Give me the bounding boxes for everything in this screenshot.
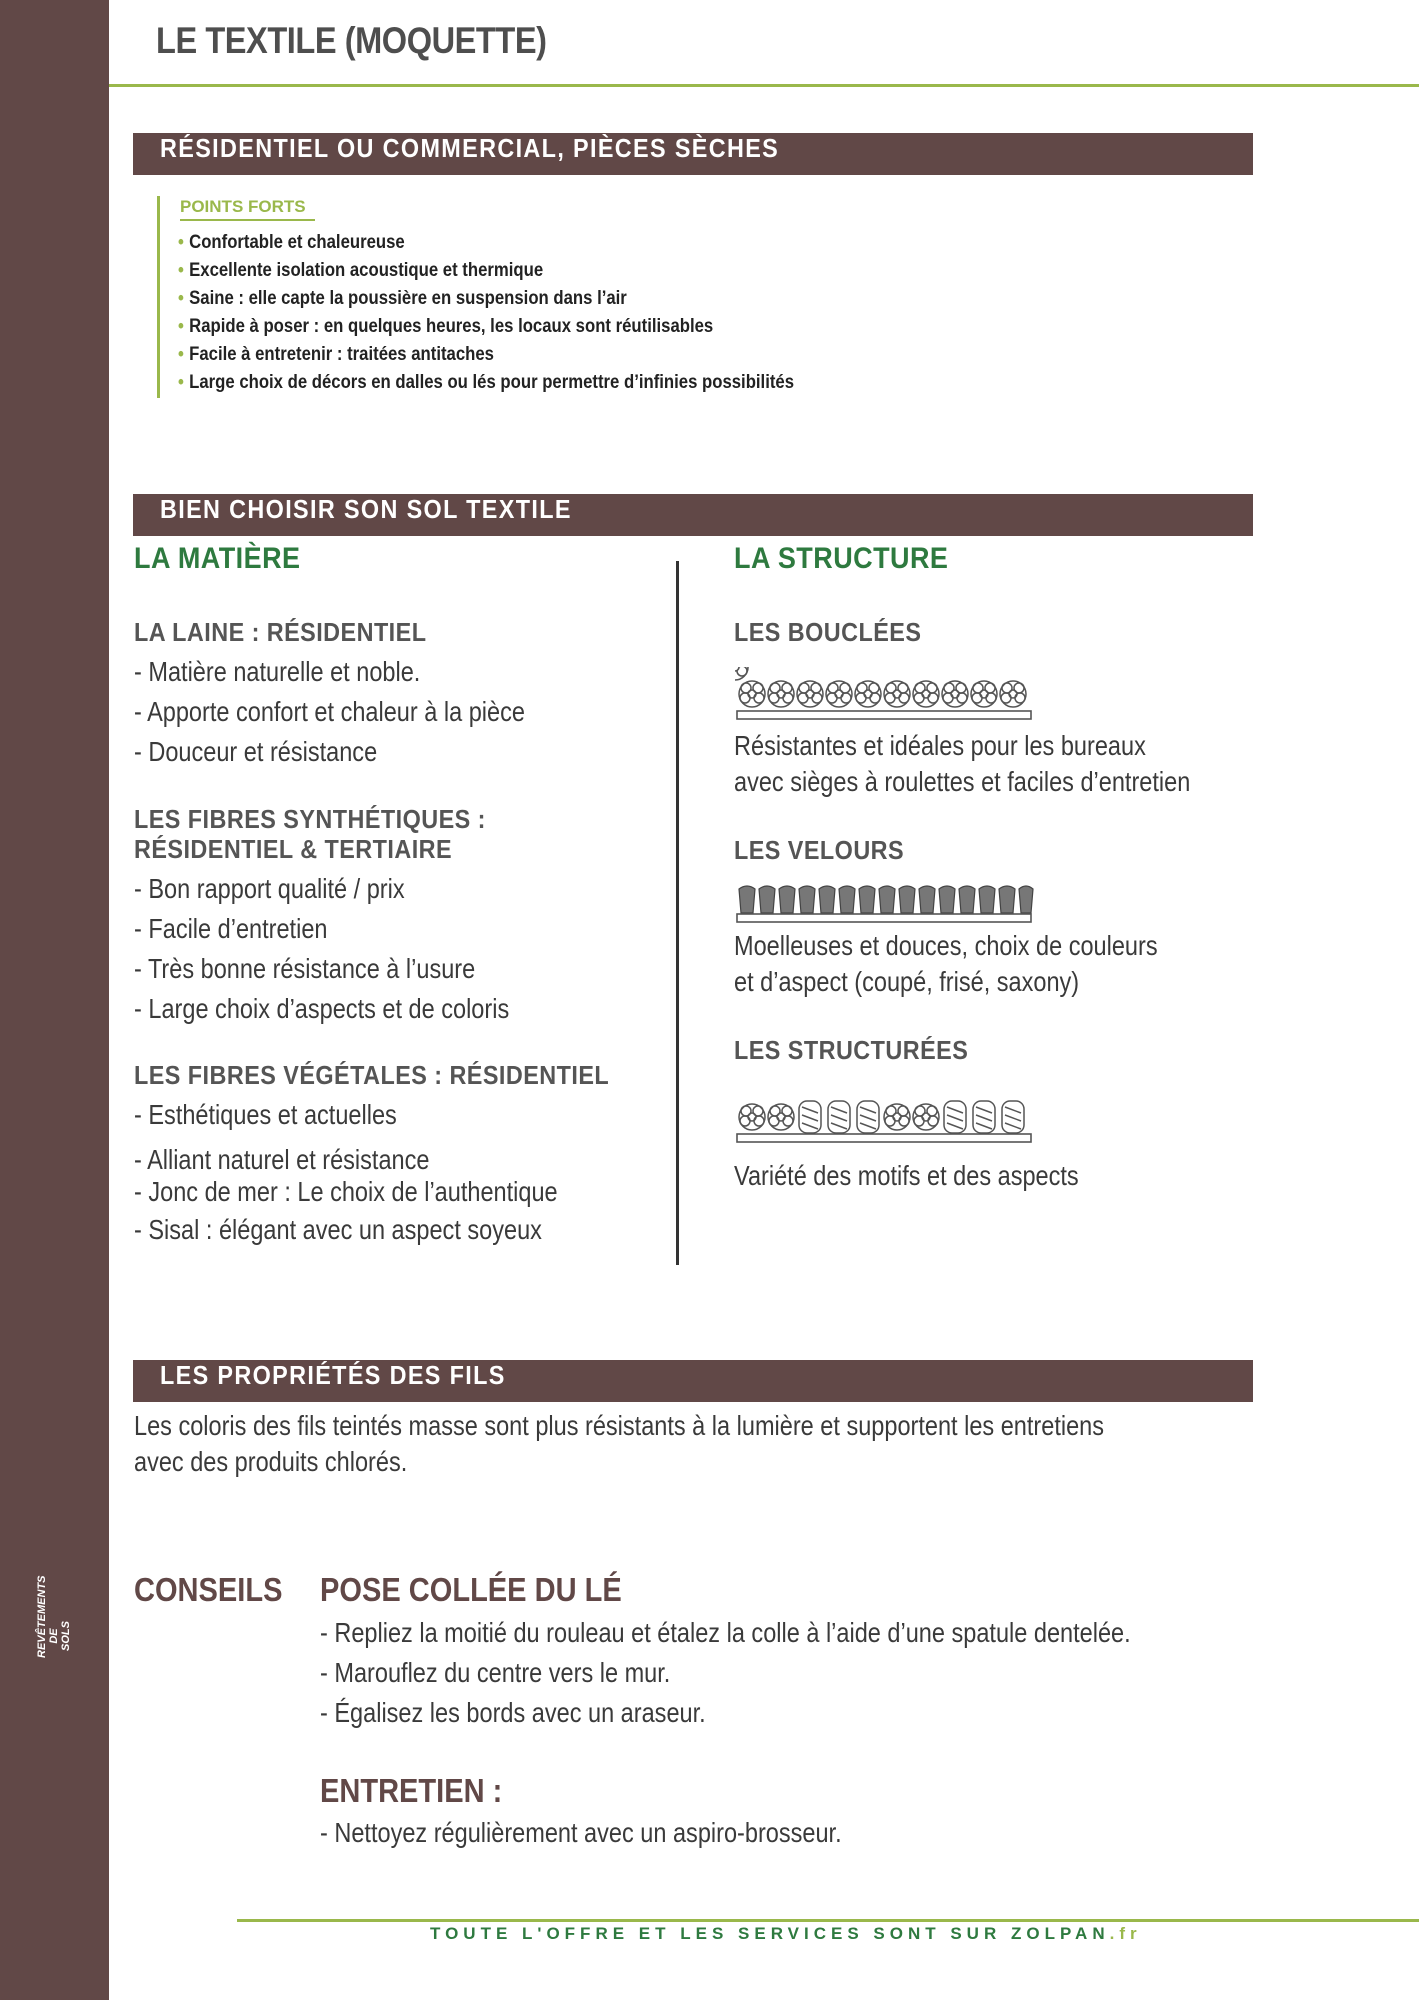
vegetales-list-2: [134, 1144, 638, 1252]
list-item: - Très bonne résistance à l’usure: [134, 953, 476, 984]
list-item: - Marouflez du centre vers le mur.: [320, 1657, 671, 1688]
page-title: LE TEXTILE (MOQUETTE): [156, 20, 547, 61]
list-item: - Douceur et résistance: [134, 736, 378, 767]
laine-heading: LA LAINE : RÉSIDENTIEL: [134, 617, 427, 647]
list-item: - Égalisez les bords avec un araseur.: [320, 1697, 706, 1728]
list-item: • Large choix de décors en dalles ou lés pour permettre d’infinies possibilités: [178, 369, 794, 397]
list-item: • Rapide à poser : en quelques heures, les locaux sont réutilisables: [178, 313, 794, 341]
pose-heading: POSE COLLÉE DU LÉ: [320, 1571, 622, 1608]
pose-list: [320, 1613, 1285, 1733]
list-item: - Matière naturelle et noble.: [134, 656, 421, 687]
list-item: • Facile à entretenir : traitées antitaches: [178, 341, 794, 369]
velours-heading: LES VELOURS: [734, 835, 905, 865]
section-band-proprietes: LES PROPRIÉTÉS DES FILS: [133, 1360, 1253, 1402]
points-forts-label: POINTS FORTS: [180, 197, 306, 216]
vegetales-list-1: [134, 1095, 447, 1135]
title-rule: [109, 84, 1419, 87]
bouclees-description: Résistantes et idéales pour les bureaux avec sièges à roulettes et faciles d’entretien: [734, 730, 1191, 797]
structured-pile-swatch-icon: [735, 1090, 1035, 1150]
sidebar: [0, 0, 109, 2000]
footer-text: TOUTE L'OFFRE ET LES SERVICES SONT SUR ZOLPAN.fr: [430, 1924, 1142, 1943]
points-forts-list: [178, 229, 878, 397]
points-forts-underline: [180, 219, 315, 221]
list-item: - Sisal : élégant avec un aspect soyeux: [134, 1214, 542, 1245]
list-item: - Esthétiques et actuelles: [134, 1099, 397, 1130]
section-band-residentiel: RÉSIDENTIEL OU COMMERCIAL, PIÈCES SÈCHES: [133, 133, 1253, 175]
loop-pile-swatch-icon: [735, 667, 1035, 727]
column-divider: [676, 561, 679, 1265]
list-item: • Saine : elle capte la poussière en suspension dans l’air: [178, 285, 794, 313]
conseils-label: CONSEILS: [134, 1571, 283, 1608]
list-item: - Nettoyez régulièrement avec un aspiro-brosseur.: [320, 1817, 842, 1848]
laine-list: [134, 652, 599, 772]
list-item: - Repliez la moitié du rouleau et étalez la colle à l’aide d’une spatule dentelée.: [320, 1617, 1131, 1648]
sidebar-label: REVÊTEMENTS DE SOLS: [36, 1575, 72, 1658]
synthetiques-heading: LES FIBRES SYNTHÉTIQUES : RÉSIDENTIEL & TERTIAIRE: [134, 804, 486, 864]
list-item: - Bon rapport qualité / prix: [134, 873, 405, 904]
entretien-list: [320, 1813, 941, 1853]
list-item: - Alliant naturel et résistance: [134, 1144, 430, 1175]
list-item: - Facile d’entretien: [134, 913, 328, 944]
list-item: - Jonc de mer : Le choix de l’authentique: [134, 1176, 558, 1207]
structurees-description: Variété des motifs et des aspects: [734, 1160, 1079, 1191]
list-item: - Apporte confort et chaleur à la pièce: [134, 696, 525, 727]
synthetiques-list: [134, 869, 581, 1029]
footer-rule: [237, 1919, 1419, 1922]
bouclees-heading: LES BOUCLÉES: [734, 617, 922, 647]
entretien-heading: ENTRETIEN :: [320, 1772, 503, 1809]
list-item: - Large choix d’aspects et de coloris: [134, 993, 510, 1024]
structure-title: LA STRUCTURE: [734, 542, 949, 575]
list-item: • Confortable et chaleureuse: [178, 229, 794, 257]
velours-description: Moelleuses et douces, choix de couleurs et d’aspect (coupé, frisé, saxony): [734, 930, 1158, 997]
structurees-heading: LES STRUCTURÉES: [734, 1035, 969, 1065]
section-band-bien-choisir: BIEN CHOISIR SON SOL TEXTILE: [133, 494, 1253, 536]
proprietes-text: Les coloris des fils teintés masse sont plus résistants à la lumière et supportent les entretiens avec des produits chlorés.: [134, 1410, 1105, 1477]
list-item: • Excellente isolation acoustique et thermique: [178, 257, 794, 285]
matiere-title: LA MATIÈRE: [134, 542, 301, 575]
cut-pile-swatch-icon: [735, 879, 1035, 929]
vegetales-heading: LES FIBRES VÉGÉTALES : RÉSIDENTIEL: [134, 1060, 610, 1090]
